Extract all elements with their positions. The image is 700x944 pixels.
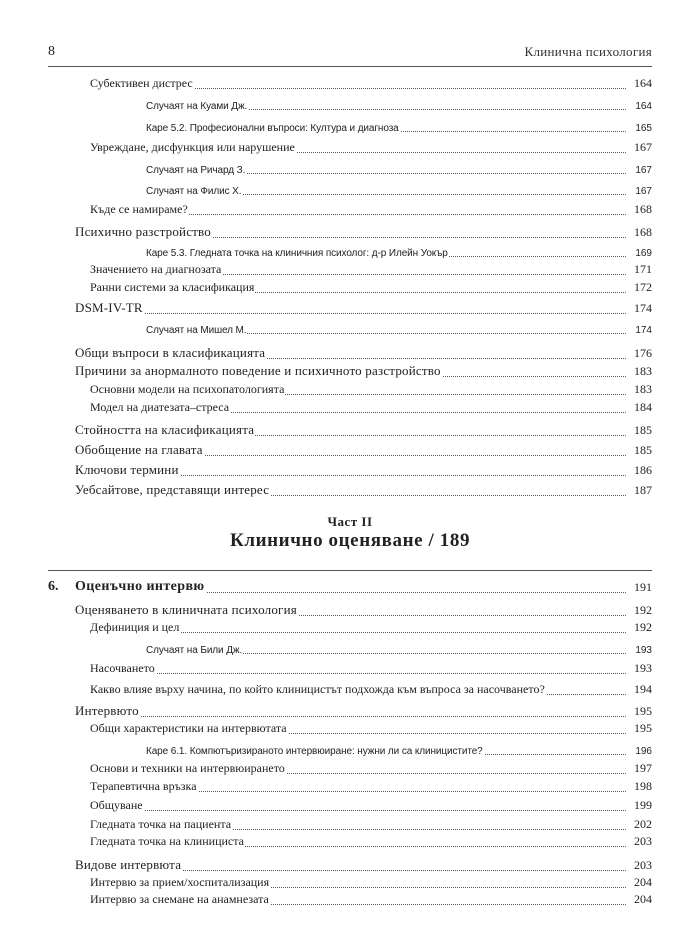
toc-page-number: 204: [634, 892, 652, 906]
leader-dots: [75, 313, 626, 314]
toc-entry-title: Общи характеристики на интервютата: [90, 721, 287, 735]
toc-entry: [0, 95, 700, 113]
toc-page-number: 194: [634, 682, 652, 696]
toc-entry: [0, 740, 700, 758]
toc-entry: [0, 223, 700, 241]
toc-entry: [0, 832, 700, 850]
toc-entry: [0, 159, 700, 177]
toc-entry-title: DSM-IV-TR: [75, 300, 143, 315]
toc-entry-title: Ключови термини: [75, 462, 179, 477]
toc-page-number: 198: [634, 779, 652, 793]
toc-entry: [0, 299, 700, 317]
part-title: Клинично оценяване / 189: [229, 530, 471, 551]
toc-entry: [0, 441, 700, 459]
toc-entry-title: Основни модели на психопатологията: [90, 382, 285, 396]
toc-entry: [0, 319, 700, 337]
toc-page-number: 167: [635, 165, 652, 176]
leader-dots: [75, 716, 626, 717]
toc-entry: [0, 138, 700, 156]
toc-entry-title: Какво влияе върху начина, по който клиницистът подхожда към въпроса за насочването?: [90, 682, 545, 696]
toc-entry-title: Уебсайтове, представящи интерес: [75, 482, 270, 497]
toc-entry-title: Обобщение на главата: [75, 442, 203, 457]
toc-entry: [0, 759, 700, 777]
toc-entry-title: Случаят на Филис Х.: [146, 186, 242, 197]
toc-page-number: 185: [634, 443, 652, 457]
toc-page-number: 176: [634, 346, 652, 360]
toc-entry-title: Интервю за снемане на анамнезата: [90, 892, 269, 906]
toc-page-number: 165: [635, 123, 652, 134]
page-number: 8: [48, 44, 55, 59]
toc-page-number: 199: [634, 798, 652, 812]
toc-entry-title: Общуване: [90, 798, 143, 812]
toc-entry-title: Интервю за прием/хоспитализация: [90, 875, 270, 889]
toc-page-number: 196: [635, 746, 652, 757]
toc-page-number: 167: [634, 140, 652, 154]
toc-page-number: 174: [635, 325, 652, 336]
toc-page-number: 183: [634, 382, 652, 396]
running-title: Клинична психология: [524, 44, 652, 59]
toc-page-number: 167: [635, 186, 652, 197]
toc-page-number: 195: [634, 721, 652, 735]
toc-entry-title: Ранни системи за класификация: [90, 280, 255, 294]
toc-page-number: 204: [634, 875, 652, 889]
part-rule: [48, 570, 652, 571]
toc-entry-title: Случаят на Куами Дж.: [146, 101, 248, 112]
toc-entry: [0, 398, 700, 416]
toc-entry-title: Общи въпроси в класификацията: [75, 345, 266, 360]
toc-page-number: 202: [634, 817, 652, 831]
toc-entry: [0, 200, 700, 218]
toc-page-number: 193: [635, 645, 652, 656]
toc-entry-title: Дефиниция и цел: [90, 620, 180, 634]
toc-entry-title: Видове интервюта: [75, 857, 182, 872]
toc-page-number: 195: [634, 704, 652, 718]
toc-entry-title: Увреждане, дисфункция или нарушение: [90, 140, 295, 154]
toc-entry: [0, 890, 700, 908]
toc-page-number: 168: [634, 202, 652, 216]
toc-entry: [0, 618, 700, 636]
toc-entry-title: Гледната точка на клинициста: [90, 834, 244, 848]
toc-entry: [0, 856, 700, 874]
toc-entry-title: Оценяването в клиничната психология: [75, 602, 297, 617]
part-label: Част II: [327, 514, 373, 529]
toc-entry: [0, 719, 700, 737]
toc-page-number: 184: [634, 400, 652, 414]
toc-entry-title: Основи и техники на интервюирането: [90, 761, 285, 775]
toc-entry: [0, 260, 700, 278]
header-rule: [48, 66, 652, 67]
toc-page-number: 186: [634, 463, 652, 477]
toc-entry: [0, 873, 700, 891]
toc-entry-title: Гледната точка на пациента: [90, 817, 232, 831]
toc-entry: [0, 117, 700, 135]
toc-page-number: 168: [634, 225, 652, 239]
toc-entry-title: Каре 6.1. Компютъризираното интервюиране: нужни ли са клиницистите?: [146, 746, 483, 757]
toc-page-number: 185: [634, 423, 652, 437]
toc-entry-title: Стойността на класификацията: [75, 422, 255, 437]
toc-entry: [0, 702, 700, 720]
toc-entry-title: Случаят на Мишел М.: [146, 325, 247, 336]
toc-page-number: 174: [634, 301, 652, 315]
toc-entry-title: Случаят на Ричард З.: [146, 165, 246, 176]
chapter-number: 6.: [48, 579, 59, 594]
toc-entry: [0, 578, 700, 596]
toc-entry: [0, 481, 700, 499]
toc-page-number: 203: [634, 834, 652, 848]
toc-entry-title: Интервюто: [75, 703, 139, 718]
toc-entry: [0, 242, 700, 260]
toc-entry: [0, 421, 700, 439]
toc-entry: [0, 362, 700, 380]
toc-page-number: 171: [634, 262, 652, 276]
toc-page-number: 192: [634, 620, 652, 634]
toc-entry-title: Каре 5.2. Професионални въпроси: Култура и диагноза: [146, 123, 399, 134]
toc-entry: [0, 796, 700, 814]
toc-entry: [0, 659, 700, 677]
toc-entry: [0, 344, 700, 362]
toc-entry-title: Къде се намираме?: [90, 202, 188, 216]
toc-entry: [0, 639, 700, 657]
page-header: [48, 44, 652, 64]
toc-entry-title: Модел на диатезата–стреса: [90, 400, 230, 414]
toc-entry: [0, 380, 700, 398]
toc-entry: [0, 680, 700, 698]
toc-page-number: 192: [634, 603, 652, 617]
leader-dots: [90, 810, 626, 811]
leader-dots: [90, 673, 626, 674]
toc-page-number: 191: [634, 580, 652, 594]
toc-page-number: 172: [634, 280, 652, 294]
toc-entry: [0, 461, 700, 479]
toc-entry: [0, 815, 700, 833]
part-heading: [0, 514, 700, 552]
toc-page-number: 193: [634, 661, 652, 675]
toc-entry-title: Насочването: [90, 661, 155, 675]
toc-page-number: 187: [634, 483, 652, 497]
toc-entry: [0, 601, 700, 619]
toc-entry-title: Случаят на Били Дж.: [146, 645, 243, 656]
toc-page-number: 164: [634, 76, 652, 90]
toc-entry-title: Каре 5.3. Гледната точка на клиничния психолог: д-р Илейн Уокър: [146, 248, 448, 259]
toc-page-number: 164: [635, 101, 652, 112]
toc-entry: [0, 278, 700, 296]
toc-entry: [0, 777, 700, 795]
toc-entry-title: Причини за анормалното поведение и психичното разстройство: [75, 363, 441, 378]
toc-entry-title: Психично разстройство: [75, 224, 211, 239]
toc-entry-title: Терапевтична връзка: [90, 779, 197, 793]
toc-page-number: 203: [634, 858, 652, 872]
toc-entry-title: Значението на диагнозата: [90, 262, 222, 276]
toc-page-number: 197: [634, 761, 652, 775]
toc-page-number: 183: [634, 364, 652, 378]
toc-entry-title: Оценъчно интервю: [75, 579, 205, 594]
toc-entry-title: Субективен дистрес: [90, 76, 193, 90]
toc-entry: [0, 180, 700, 198]
toc-entry: [0, 74, 700, 92]
toc-page-number: 169: [635, 248, 652, 259]
